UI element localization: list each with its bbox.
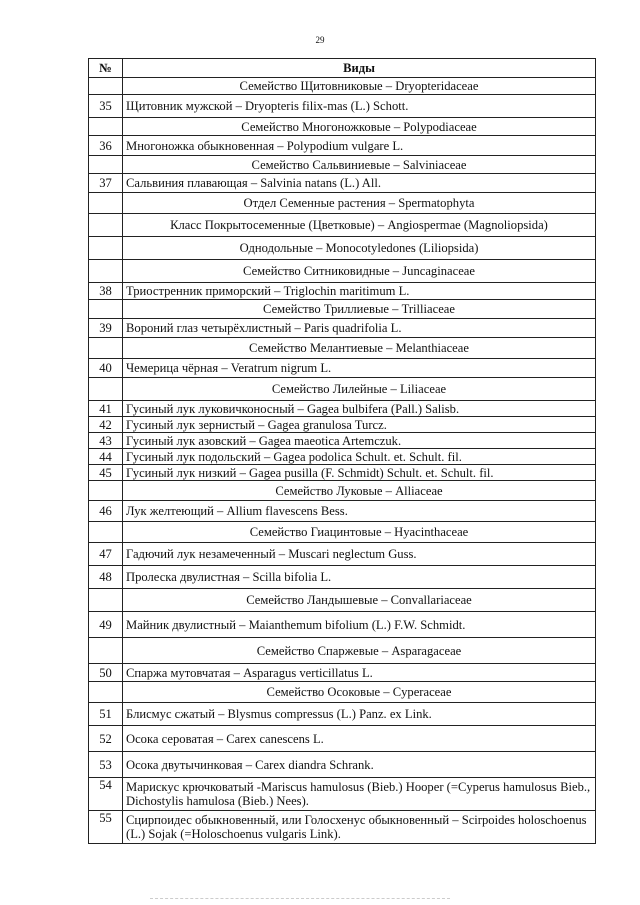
row-number	[89, 378, 123, 401]
row-number: 43	[89, 433, 123, 449]
species-name: Гусиный лук низкий – Gagea pusilla (F. Schmidt) Schult. et. Schult. fil.	[123, 465, 596, 481]
row-number: 44	[89, 449, 123, 465]
table-row	[89, 260, 596, 283]
table-row	[89, 778, 596, 811]
species-name: Марискус крючковатый -Mariscus hamulosus (Bieb.) Hooper (=Cyperus hamulosus Bieb., Dichostylis hamulosa (Bieb.) Nees).	[123, 778, 596, 811]
species-name: Гусиный лук луковичконосный – Gagea bulbifera (Pall.) Salisb.	[123, 401, 596, 417]
species-name: Осока сероватая – Carex canescens L.	[123, 726, 596, 752]
family-heading: Семейство Осоковые – Cyperaceae	[123, 682, 596, 703]
subclass-heading: Однодольные – Monocotyledones (Liliopsida)	[123, 237, 596, 260]
row-number	[89, 118, 123, 136]
table-row	[89, 338, 596, 359]
species-name: Триостренник приморский – Triglochin maritimum L.	[123, 283, 596, 300]
row-number	[89, 260, 123, 283]
table-row	[89, 465, 596, 481]
page-edge-line	[150, 898, 450, 899]
table-row	[89, 726, 596, 752]
table-row	[89, 612, 596, 638]
species-name: Пролеска двулистная – Scilla bifolia L.	[123, 566, 596, 589]
family-heading: Семейство Ситниковидные – Juncaginaceae	[123, 260, 596, 283]
species-name: Гадючий лук незамеченный – Muscari neglectum Guss.	[123, 543, 596, 566]
table-row	[89, 118, 596, 136]
table-row	[89, 214, 596, 237]
table-header-row	[89, 59, 596, 78]
row-number	[89, 682, 123, 703]
row-number: 40	[89, 359, 123, 378]
row-number: 37	[89, 174, 123, 193]
table-row	[89, 378, 596, 401]
row-number: 36	[89, 136, 123, 156]
table-row	[89, 300, 596, 319]
table-row	[89, 174, 596, 193]
row-number: 52	[89, 726, 123, 752]
table-row	[89, 136, 596, 156]
table-row	[89, 522, 596, 543]
class-heading: Класс Покрытосеменные (Цветковые) – Angiospermae (Magnoliopsida)	[123, 214, 596, 237]
table-row	[89, 95, 596, 118]
table-row	[89, 501, 596, 522]
row-number: 45	[89, 465, 123, 481]
row-number	[89, 338, 123, 359]
species-name: Блисмус сжатый – Blysmus compressus (L.) Panz. ex Link.	[123, 703, 596, 726]
family-heading: Семейство Ландышевые – Convallariaceae	[123, 589, 596, 612]
header-species: Виды	[123, 59, 596, 78]
table-row	[89, 703, 596, 726]
species-name: Майник двулистный – Maianthemum bifolium (L.) F.W. Schmidt.	[123, 612, 596, 638]
table-row	[89, 449, 596, 465]
row-number	[89, 300, 123, 319]
row-number: 38	[89, 283, 123, 300]
row-number	[89, 481, 123, 501]
family-heading: Семейство Сальвиниевые – Salviniaceae	[123, 156, 596, 174]
table-row	[89, 433, 596, 449]
table-row	[89, 417, 596, 433]
row-number	[89, 156, 123, 174]
species-table	[88, 58, 596, 844]
species-name: Лук желтеющий – Allium flavescens Bess.	[123, 501, 596, 522]
table-row	[89, 78, 596, 95]
species-name: Щитовник мужской – Dryopteris filix-mas (L.) Schott.	[123, 95, 596, 118]
table-row	[89, 283, 596, 300]
table-row	[89, 664, 596, 682]
species-name: Чемерица чёрная – Veratrum nigrum L.	[123, 359, 596, 378]
row-number: 48	[89, 566, 123, 589]
species-name: Гусиный лук зернистый – Gagea granulosa Turcz.	[123, 417, 596, 433]
species-name: Вороний глаз четырёхлистный – Paris quadrifolia L.	[123, 319, 596, 338]
table-row	[89, 566, 596, 589]
family-heading: Семейство Гиацинтовые – Hyacinthaceae	[123, 522, 596, 543]
row-number: 51	[89, 703, 123, 726]
table-row	[89, 237, 596, 260]
header-num: №	[89, 59, 123, 78]
species-name: Гусиный лук азовский – Gagea maeotica Artemczuk.	[123, 433, 596, 449]
table-row	[89, 752, 596, 778]
species-name: Гусиный лук подольский – Gagea podolica Schult. et. Schult. fil.	[123, 449, 596, 465]
row-number: 35	[89, 95, 123, 118]
division-heading: Отдел Семенные растения – Spermatophyta	[123, 193, 596, 214]
species-name: Сальвиния плавающая – Salvinia natans (L.) All.	[123, 174, 596, 193]
table-row	[89, 638, 596, 664]
row-number: 54	[89, 778, 123, 811]
family-heading: Семейство Мелантиевые – Melanthiaceae	[123, 338, 596, 359]
table-row	[89, 589, 596, 612]
row-number: 46	[89, 501, 123, 522]
species-name: Многоножка обыкновенная – Polypodium vulgare L.	[123, 136, 596, 156]
table-row	[89, 481, 596, 501]
table-row	[89, 543, 596, 566]
row-number	[89, 522, 123, 543]
table-row	[89, 811, 596, 844]
row-number: 53	[89, 752, 123, 778]
family-heading: Семейство Щитовниковые – Dryopteridaceae	[123, 78, 596, 95]
table-row	[89, 401, 596, 417]
row-number: 39	[89, 319, 123, 338]
species-name: Сцирпоидес обыкновенный, или Голосхенус обыкновенный – Scirpoides holoschoenus (L.) Sojak (=Holoschoenus vulgaris Link).	[123, 811, 596, 844]
row-number	[89, 78, 123, 95]
row-number	[89, 638, 123, 664]
row-number: 41	[89, 401, 123, 417]
table-row	[89, 359, 596, 378]
species-name: Спаржа мутовчатая – Asparagus verticillatus L.	[123, 664, 596, 682]
species-name: Осока двутычинковая – Carex diandra Schrank.	[123, 752, 596, 778]
row-number: 47	[89, 543, 123, 566]
table-row	[89, 682, 596, 703]
table-row	[89, 156, 596, 174]
row-number	[89, 589, 123, 612]
page-number: 29	[315, 35, 325, 45]
row-number	[89, 237, 123, 260]
table-row	[89, 319, 596, 338]
row-number: 50	[89, 664, 123, 682]
family-heading: Семейство Спаржевые – Asparagaceae	[123, 638, 596, 664]
row-number: 49	[89, 612, 123, 638]
row-number: 55	[89, 811, 123, 844]
family-heading: Семейство Триллиевые – Trilliaceae	[123, 300, 596, 319]
table-row	[89, 193, 596, 214]
row-number	[89, 214, 123, 237]
row-number: 42	[89, 417, 123, 433]
family-heading: Семейство Луковые – Alliaceae	[123, 481, 596, 501]
family-heading: Семейство Многоножковые – Polypodiaceae	[123, 118, 596, 136]
family-heading: Семейство Лилейные – Liliaceae	[123, 378, 596, 401]
row-number	[89, 193, 123, 214]
